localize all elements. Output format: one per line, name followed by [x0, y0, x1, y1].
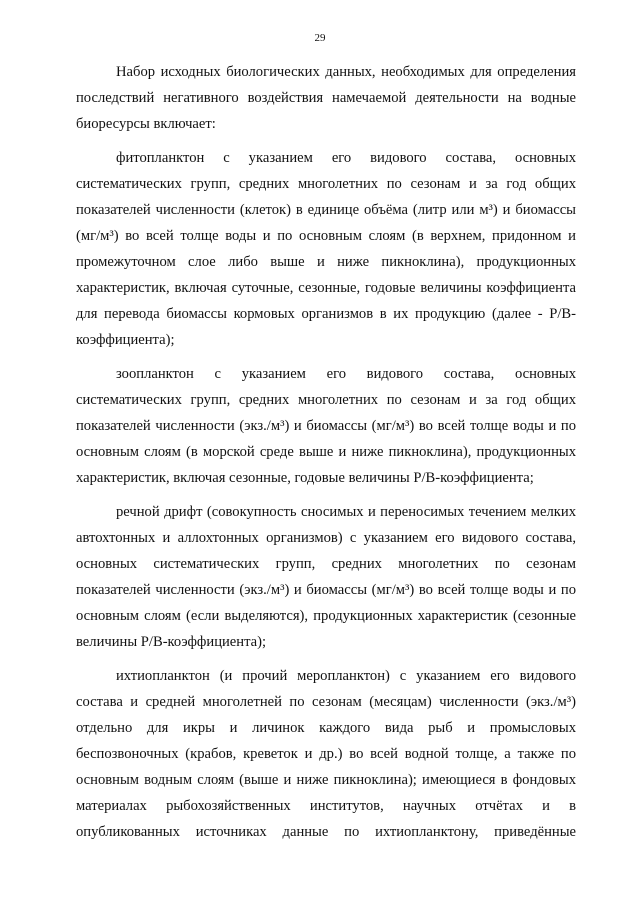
- page-number: 29: [314, 32, 326, 44]
- paragraph-intro: Набор исходных биологических данных, необходимых для определения последствий негативного воздействия намечаемой деятельности на водные биоресурсы включает:: [76, 64, 576, 132]
- paragraph-ichthyoplankton: ихтиопланктон (и прочий меропланктон) с указанием его видового состава и средней многолетней по сезонам (месяцам) численности (экз./м³) отдельно для икры и личинок каждого вида рыб и промысловых беспозвоночных (крабов, креветок и др.) во всей водной толще, а также по основным водным слоям (выше и ниже пикноклина); имеющиеся в фондовых материалах рыбохозяйственных институтов, научных отчётах и в опубликованных источниках данные по ихтиопланктону, приведённые: [76, 668, 576, 840]
- paragraph-zooplankton: зоопланктон с указанием его видового состава, основных систематических групп, средних многолетних по сезонам и за год общих показателей численности (экз./м³) и биомассы (мг/м³) во всей толще воды и по основным слоям (в морской среде выше и ниже пикноклина), продукционных характеристик, включая сезонные, годовые величины P/B-коэффициента;: [76, 366, 576, 486]
- paragraph-phytoplankton: фитопланктон с указанием его видового состава, основных систематических групп, средних многолетних по сезонам и за год общих показателей численности (клеток) в единице объёма (литр или м³) и биомассы (мг/м³) во всей толще воды и по основным слоям (в верхнем, придонном и промежуточном слое либо выше и ниже пикноклина), продукционных характеристик, включая суточные, сезонные, годовые величины коэффициента для перевода биомассы кормовых организмов в их продукцию (далее - P/B-коэффициента);: [76, 150, 576, 348]
- document-body: [76, 59, 576, 853]
- paragraph-river-drift: речной дрифт (совокупность сносимых и переносимых течением мелких автохтонных и аллохтонных организмов) с указанием его видового состава, основных систематических групп, средних многолетних по сезонам показателей численности (экз./м³) и биомассы (мг/м³) во всей толще воды и по основным слоям (если выделяются), продукционных характеристик (сезонные величины P/B-коэффициента);: [76, 504, 576, 650]
